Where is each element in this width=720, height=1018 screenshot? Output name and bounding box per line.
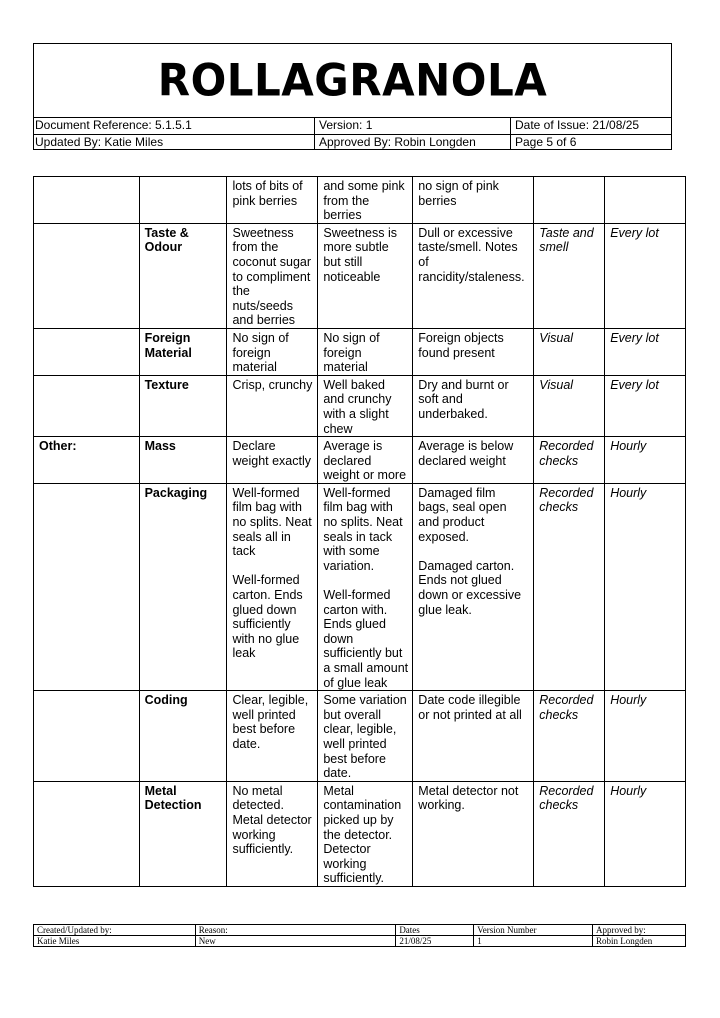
reject-cell: Average is below declared weight xyxy=(413,437,534,484)
footer-header-approved-by: Approved by: xyxy=(593,925,686,936)
table-row xyxy=(34,177,686,224)
target-cell: No metal detected. Metal detector working sufficiently. xyxy=(227,781,318,886)
acceptable-cell: No sign of foreign material xyxy=(318,328,413,375)
attribute-cell: Mass xyxy=(139,437,227,484)
acceptable-cell: and some pink from the berries xyxy=(318,177,413,224)
footer-approved-by: Robin Longden xyxy=(593,936,686,947)
logo-area xyxy=(34,44,671,118)
revision-footer-table xyxy=(33,924,686,947)
reject-cell: Foreign objects found present xyxy=(413,328,534,375)
acceptable-cell: Average is declared weight or more xyxy=(318,437,413,484)
footer-header-version: Version Number xyxy=(474,925,593,936)
reject-cell: Date code illegible or not printed at all xyxy=(413,691,534,782)
footer-value-row xyxy=(34,936,686,947)
document-reference: Document Reference: 5.1.5.1 xyxy=(35,118,192,132)
frequency-cell xyxy=(605,177,686,224)
footer-version: 1 xyxy=(474,936,593,947)
acceptable-cell: Metal contamination picked up by the detector. Detector working sufficiently. xyxy=(318,781,413,886)
category-cell xyxy=(34,781,140,886)
category-cell xyxy=(34,328,140,375)
acceptable-cell: Well-formed film bag with no splits. Neat seals in tack with some variation. Well-formed carton with. Ends glued down sufficiently but a small amount of glue leak xyxy=(318,483,413,690)
method-cell: Recorded checks xyxy=(534,483,605,690)
footer-header-reason: Reason: xyxy=(195,925,396,936)
reject-cell: Damaged film bags, seal open and product exposed. Damaged carton. Ends not glued down or excessive glue leak. xyxy=(413,483,534,690)
frequency-cell: Hourly xyxy=(605,781,686,886)
specification-table xyxy=(33,176,686,887)
updated-by: Updated By: Katie Miles xyxy=(35,135,164,149)
footer-header-dates: Dates xyxy=(396,925,474,936)
category-cell xyxy=(34,375,140,436)
frequency-cell: Hourly xyxy=(605,437,686,484)
category-cell: Other: xyxy=(34,437,140,484)
target-cell: Sweetness from the coconut sugar to compliment the nuts/seeds and berries xyxy=(227,223,318,328)
reject-cell: Dry and burnt or soft and underbaked. xyxy=(413,375,534,436)
reject-cell: Dull or excessive taste/smell. Notes of rancidity/staleness. xyxy=(413,223,534,328)
table-row xyxy=(34,328,686,375)
page-number: Page 5 of 6 xyxy=(510,135,671,150)
attribute-cell: Metal Detection xyxy=(139,781,227,886)
reject-cell: Metal detector not working. xyxy=(413,781,534,886)
table-row xyxy=(34,691,686,782)
table-row xyxy=(34,437,686,484)
category-cell xyxy=(34,483,140,690)
target-cell: Declare weight exactly xyxy=(227,437,318,484)
frequency-cell: Every lot xyxy=(605,375,686,436)
attribute-cell: Texture xyxy=(139,375,227,436)
attribute-cell: Packaging xyxy=(139,483,227,690)
document-header xyxy=(33,43,672,150)
frequency-cell: Every lot xyxy=(605,223,686,328)
company-logo: ROLLAGRANOLA xyxy=(157,54,548,107)
acceptable-cell: Well baked and crunchy with a slight chew xyxy=(318,375,413,436)
target-cell: lots of bits of pink berries xyxy=(227,177,318,224)
footer-created-by: Katie Miles xyxy=(34,936,196,947)
method-cell xyxy=(534,177,605,224)
method-cell: Recorded checks xyxy=(534,437,605,484)
header-row-1 xyxy=(34,118,671,134)
footer-reason: New xyxy=(195,936,396,947)
header-row-2 xyxy=(34,134,671,150)
category-cell xyxy=(34,223,140,328)
frequency-cell: Hourly xyxy=(605,691,686,782)
attribute-cell: Taste & Odour xyxy=(139,223,227,328)
method-cell: Recorded checks xyxy=(534,691,605,782)
footer-date: 21/08/25 xyxy=(396,936,474,947)
target-cell: Clear, legible, well printed best before date. xyxy=(227,691,318,782)
method-cell: Recorded checks xyxy=(534,781,605,886)
category-cell xyxy=(34,177,140,224)
method-cell: Taste and smell xyxy=(534,223,605,328)
reject-cell: no sign of pink berries xyxy=(413,177,534,224)
attribute-cell: Coding xyxy=(139,691,227,782)
attribute-cell: Foreign Material xyxy=(139,328,227,375)
footer-header-created-by: Created/Updated by: xyxy=(34,925,196,936)
table-row xyxy=(34,781,686,886)
table-row xyxy=(34,375,686,436)
frequency-cell: Every lot xyxy=(605,328,686,375)
date-of-issue: Date of Issue: 21/08/25 xyxy=(510,118,671,134)
method-cell: Visual xyxy=(534,328,605,375)
target-cell: Crisp, crunchy xyxy=(227,375,318,436)
acceptable-cell: Some variation but overall clear, legible, well printed best before date. xyxy=(318,691,413,782)
approved-by: Approved By: Robin Longden xyxy=(314,135,510,150)
attribute-cell xyxy=(139,177,227,224)
acceptable-cell: Sweetness is more subtle but still noticeable xyxy=(318,223,413,328)
frequency-cell: Hourly xyxy=(605,483,686,690)
target-cell: No sign of foreign material xyxy=(227,328,318,375)
method-cell: Visual xyxy=(534,375,605,436)
version: Version: 1 xyxy=(314,118,510,134)
table-row xyxy=(34,223,686,328)
target-cell: Well-formed film bag with no splits. Neat seals all in tack Well-formed carton. Ends glued down sufficiently with no glue leak xyxy=(227,483,318,690)
category-cell xyxy=(34,691,140,782)
table-row xyxy=(34,483,686,690)
footer-header-row xyxy=(34,925,686,936)
